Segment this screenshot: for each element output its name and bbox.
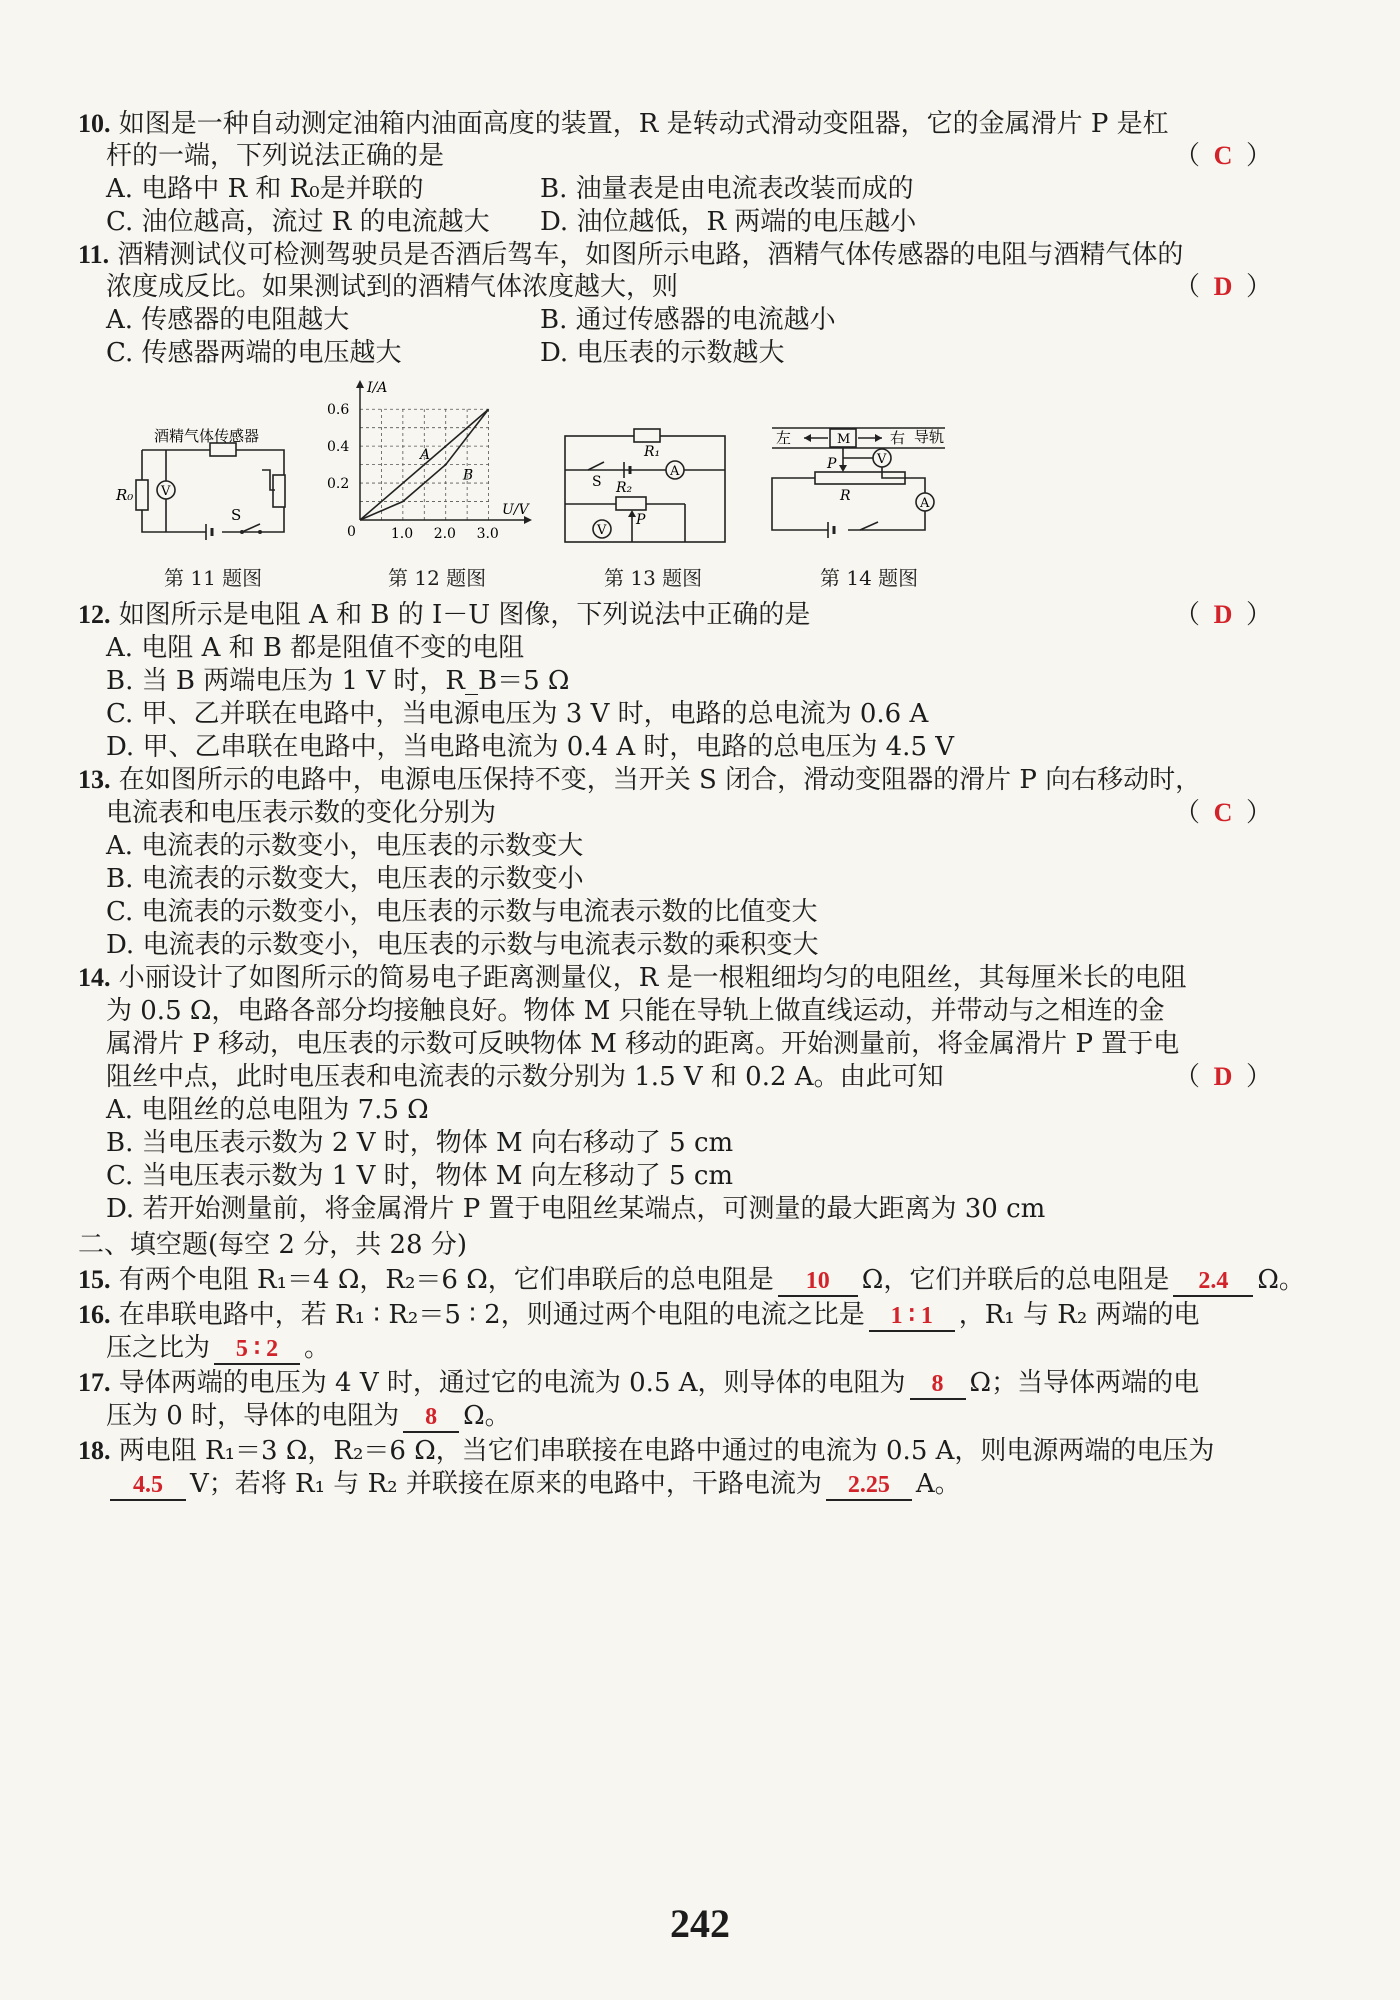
q11-option-a: A. 传感器的电阻越大 — [106, 305, 350, 335]
section2-heading: 二、填空题(每空 2 分，共 28 分) — [78, 1230, 467, 1260]
q16-number: 16. — [78, 1300, 111, 1329]
q13-option-a: A. 电流表的示数变小，电压表的示数变大 — [106, 831, 584, 861]
q16-answer-2: 5 ∶ 2 — [235, 1336, 279, 1362]
fig13-switch-label: S — [592, 474, 602, 490]
q12-option-c: C. 甲、乙并联在电路中，当电源电压为 3 V 时，电路的总电流为 0.6 A — [106, 699, 929, 729]
q11-option-b: B. 通过传感器的电流越小 — [540, 305, 836, 335]
q11-answer: D — [1213, 272, 1233, 301]
q13-option-c: C. 电流表的示数变小，电压表的示数与电流表示数的比值变大 — [106, 897, 818, 927]
fig14-ammeter-label: A — [920, 496, 930, 511]
q16-answer-1: 1 ∶ 1 — [890, 1303, 933, 1329]
q12-option-a: A. 电阻 A 和 B 都是阻值不变的电阻 — [106, 633, 525, 663]
fig14-right-label: 右 — [890, 429, 906, 447]
fig13-r2-label: R₂ — [616, 480, 633, 496]
q17-line2-pre: 压为 0 时，导体的电阻为 — [106, 1401, 400, 1431]
q18-text-pre: 两电阻 R₁＝3 Ω，R₂＝6 Ω，当它们串联接在电路中通过的电流为 0.5 A，则电源两端的电压为 — [118, 1436, 1215, 1466]
chart-y-tick-label: 0.4 — [327, 439, 350, 456]
chart-x-tick-label: 1.0 — [390, 526, 414, 542]
q16-line2-pre: 压之比为 — [106, 1333, 211, 1363]
fig13-r1-label: R₁ — [644, 444, 661, 460]
fig14-rail-label: 导轨 — [914, 428, 945, 446]
q11-number: 11. — [78, 240, 110, 269]
chart-x-axis-label: U/V — [502, 502, 529, 518]
q10-option-b: B. 油量表是由电流表改装而成的 — [540, 174, 914, 204]
q18-line2 — [106, 1467, 961, 1501]
q16-text-post: 。 — [304, 1333, 331, 1363]
fig13-caption: 第 13 题图 — [604, 566, 703, 590]
q11-option-d: D. 电压表的示数越大 — [540, 338, 785, 368]
fig13-ammeter-label: A — [670, 464, 680, 479]
q14-option-d: D. 若开始测量前，将金属滑片 P 置于电阻丝某端点，可测量的最大距离为 30 cm — [106, 1194, 1046, 1224]
fig11-switch-label: S — [231, 506, 242, 524]
q15-blank-1 — [778, 1266, 858, 1297]
q15-text-mid: Ω，它们并联后的总电阻是 — [861, 1265, 1170, 1295]
q17-text-pre: 导体两端的电压为 4 V 时，通过它的电流为 0.5 A，则导体的电阻为 — [118, 1368, 906, 1398]
q17-text-mid: Ω；当导体两端的电 — [969, 1368, 1200, 1398]
q12-answer-bracket: （ D ） — [1173, 600, 1272, 630]
chart-y-axis-label: I/A — [367, 380, 388, 396]
q17-line2 — [106, 1399, 511, 1433]
q18-text-mid: V；若将 R₁ 与 R₂ 并联接在原来的电路中，干路电流为 — [190, 1469, 822, 1499]
q15-number: 15. — [78, 1265, 111, 1294]
q14-stem-3: 属滑片 P 移动，电压表的示数可反映物体 M 移动的距离。开始测量前，将金属滑片 P 置于电 — [106, 1029, 1180, 1059]
q11-option-c: C. 传感器两端的电压越大 — [106, 338, 402, 368]
chart-series-b-label: B — [462, 467, 474, 484]
q13-answer-bracket: （ C ） — [1173, 798, 1272, 828]
fig14-slider-label: P — [827, 456, 837, 472]
q14-answer-bracket: （ D ） — [1173, 1062, 1272, 1092]
fig11-circuit — [112, 420, 312, 555]
q17-blank-2 — [403, 1402, 459, 1433]
q17-text-post: Ω。 — [463, 1401, 511, 1431]
q13-option-b: B. 电流表的示数变大，电压表的示数变小 — [106, 864, 584, 894]
page-number: 242 — [670, 1901, 730, 1946]
q12-answer: D — [1213, 600, 1233, 629]
q10-number: 10. — [78, 109, 111, 138]
q17-answer-2: 8 — [425, 1404, 438, 1430]
q10-option-d: D. 油位越低，R 两端的电压越小 — [540, 207, 917, 237]
q11-line1 — [78, 238, 1183, 272]
q15-blank-2 — [1173, 1266, 1253, 1297]
chart-y-arrow — [356, 380, 364, 388]
fig11-sensor-label: 酒精气体传感器 — [154, 427, 260, 445]
q13-stem-1: 在如图所示的电路中，电源电压保持不变，当开关 S 闭合，滑动变阻器的滑片 P 向右移动时， — [118, 765, 1202, 795]
fig14-resistor-label: R — [840, 488, 851, 504]
q15-answer-2: 2.4 — [1198, 1268, 1229, 1294]
q11-answer-bracket: （ D ） — [1173, 272, 1272, 302]
q17-number: 17. — [78, 1368, 111, 1397]
q14-stem-4: 阻丝中点，此时电压表和电流表的示数分别为 1.5 V 和 0.2 A。由此可知 — [106, 1062, 944, 1092]
q14-option-b: B. 当电压表示数为 2 V 时，物体 M 向右移动了 5 cm — [106, 1128, 734, 1158]
q14-stem-2: 为 0.5 Ω，电路各部分均接触良好。物体 M 只能在导轨上做直线运动，并带动与之相连的金 — [106, 996, 1165, 1026]
q10-answer-bracket: （ C ） — [1173, 141, 1272, 171]
fig11-r0-label: R₀ — [116, 486, 134, 504]
q10-stem-1: 如图是一种自动测定油箱内油面高度的装置，R 是转动式滑动变阻器，它的金属滑片 P 是杠 — [118, 109, 1169, 139]
q13-option-d: D. 电流表的示数变小，电压表的示数与电流表示数的乘积变大 — [106, 930, 819, 960]
q12-stem-1: 如图所示是电阻 A 和 B 的 I－U 图像，下列说法中正确的是 — [118, 600, 811, 630]
fig13-voltmeter-label: V — [597, 523, 607, 538]
q15-line1 — [78, 1263, 1305, 1297]
q18-text-post: A。 — [915, 1469, 961, 1499]
q18-line1 — [78, 1434, 1214, 1468]
q15-text-post: Ω。 — [1257, 1265, 1305, 1295]
q12-option-d: D. 甲、乙串联在电路中，当电路电流为 0.4 A 时，电路的总电压为 4.5 V — [106, 732, 955, 762]
q16-text-pre: 在串联电路中，若 R₁ ∶ R₂＝5 ∶ 2，则通过两个电阻的电流之比是 — [118, 1300, 865, 1330]
q18-blank-2 — [826, 1470, 912, 1501]
q13-number: 13. — [78, 765, 111, 794]
q13-line1 — [78, 763, 1201, 797]
chart-series-a-label: A — [420, 447, 431, 464]
q10-line1 — [78, 107, 1169, 141]
q14-answer: D — [1213, 1062, 1233, 1091]
q10-option-c: C. 油位越高，流过 R 的电流越大 — [106, 207, 490, 237]
q14-stem-1: 小丽设计了如图所示的简易电子距离测量仪，R 是一根粗细均匀的电阻丝，其每厘米长的电阻 — [118, 963, 1187, 993]
q14-option-a: A. 电阻丝的总电阻为 7.5 Ω — [106, 1095, 429, 1125]
fig14-left-label: 左 — [776, 429, 792, 447]
q14-option-c: C. 当电压表示数为 1 V 时，物体 M 向左移动了 5 cm — [106, 1161, 734, 1191]
fig11-caption: 第 11 题图 — [164, 566, 263, 590]
q15-text-pre: 有两个电阻 R₁＝4 Ω，R₂＝6 Ω，它们串联后的总电阻是 — [118, 1265, 774, 1295]
q14-line1 — [78, 961, 1187, 995]
fig11-voltmeter-label: V — [161, 484, 171, 499]
q18-answer-1: 4.5 — [133, 1472, 163, 1498]
fig12-caption: 第 12 题图 — [388, 566, 487, 590]
chart-y-tick-label: 0.6 — [327, 402, 350, 419]
q12-option-b: B. 当 B 两端电压为 1 V 时，R_B＝5 Ω — [106, 666, 570, 696]
q16-blank-1 — [869, 1301, 955, 1332]
q13-stem-2: 电流表和电压表示数的变化分别为 — [106, 798, 497, 828]
q14-number: 14. — [78, 963, 111, 992]
q16-line1 — [78, 1298, 1200, 1332]
q16-text-mid: ，R₁ 与 R₂ 两端的电 — [958, 1300, 1200, 1330]
q18-number: 18. — [78, 1436, 111, 1465]
fig12-chart — [325, 380, 540, 560]
chart-x-tick-label: 2.0 — [433, 526, 456, 542]
q12-number: 12. — [78, 600, 111, 629]
chart-origin-label: 0 — [347, 524, 356, 540]
q17-blank-1 — [910, 1369, 966, 1400]
q10-option-a: A. 电路中 R 和 R₀是并联的 — [106, 174, 424, 204]
fig14-object-label: M — [837, 432, 851, 447]
q16-blank-2 — [214, 1334, 300, 1365]
q11-stem-1: 酒精测试仪可检测驾驶员是否酒后驾车，如图所示电路，酒精气体传感器的电阻与酒精气体的 — [117, 240, 1184, 270]
fig14-voltmeter-label: V — [877, 452, 887, 467]
chart-y-tick-label: 0.2 — [327, 476, 350, 493]
q13-answer: C — [1213, 798, 1233, 827]
q10-stem-2: 杆的一端，下列说法正确的是 — [106, 141, 445, 171]
q12-line1 — [78, 598, 810, 632]
q16-line2 — [106, 1331, 330, 1365]
q10-answer: C — [1213, 141, 1233, 170]
fig14-caption: 第 14 题图 — [820, 566, 919, 590]
fig13-circuit — [560, 420, 740, 555]
q17-line1 — [78, 1366, 1199, 1400]
fig14-circuit — [770, 420, 975, 555]
q11-stem-2: 浓度成反比。如果测试到的酒精气体浓度越大，则 — [106, 272, 679, 302]
fig13-slider-label: P — [636, 512, 646, 528]
q18-answer-2: 2.25 — [847, 1472, 890, 1498]
q18-blank-1 — [110, 1470, 186, 1501]
chart-x-tick-label: 3.0 — [476, 526, 499, 542]
q17-answer-1: 8 — [931, 1371, 944, 1397]
q15-answer-1: 10 — [805, 1268, 830, 1294]
